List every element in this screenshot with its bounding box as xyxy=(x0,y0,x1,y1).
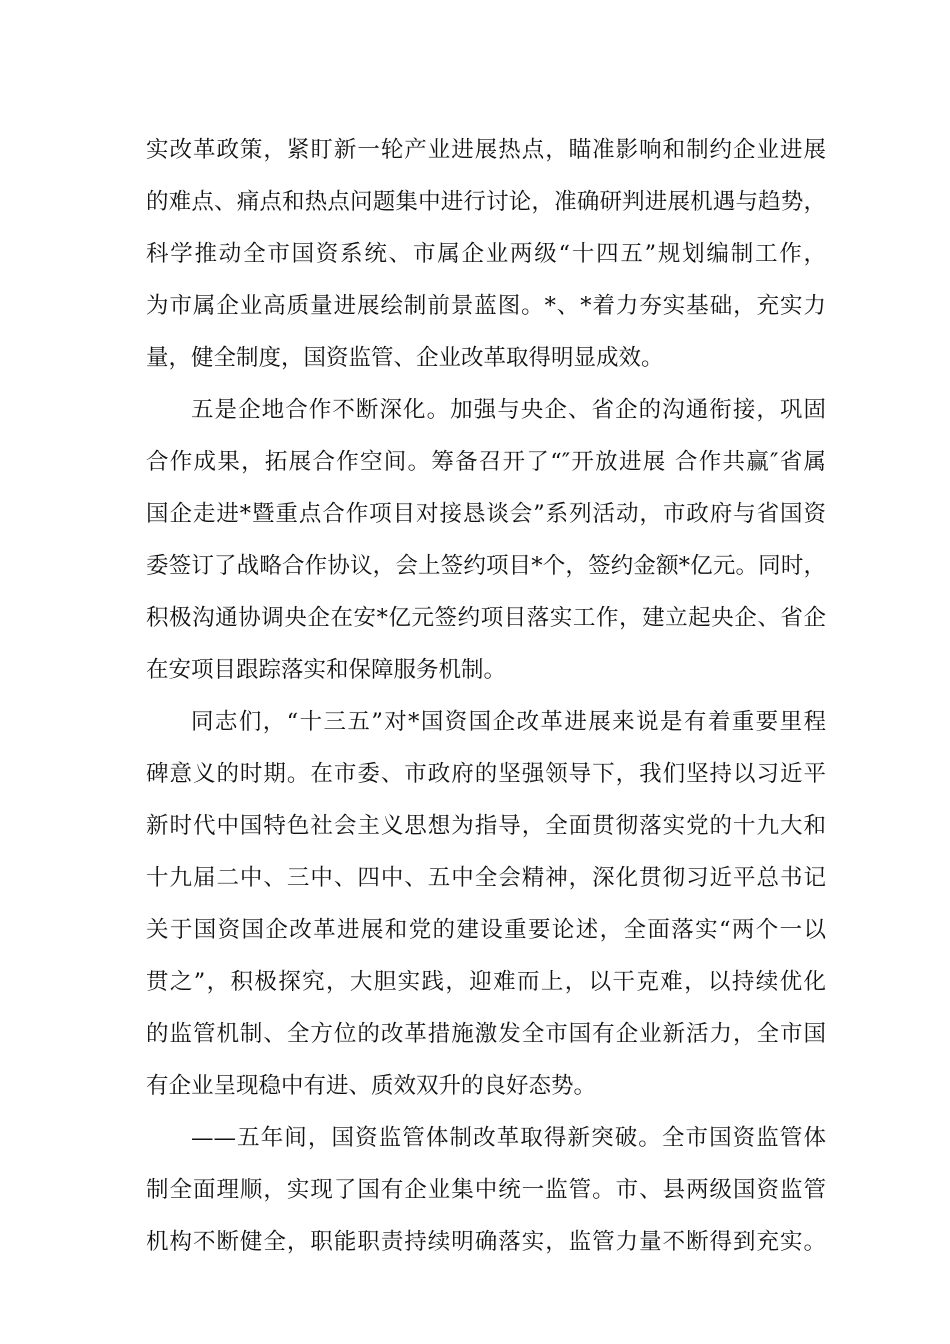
text-line: 合作成果，拓展合作空间。筹备召开了“″开放进展 合作共赢″省属 xyxy=(146,449,826,475)
text-line: 碑意义的时期。在市委、市政府的坚强领导下，我们坚持以习近平 xyxy=(146,761,826,787)
text-line: 的监管机制、全方位的改革措施激发全市国有企业新活力，全市国 xyxy=(146,1021,826,1047)
text-line: 同志们，“十三五”对*国资国企改革进展来说是有着重要里程 xyxy=(191,709,826,735)
text-line: 五是企地合作不断深化。加强与央企、省企的沟通衔接，巩固 xyxy=(191,397,826,423)
text-line: 在安项目跟踪落实和保障服务机制。 xyxy=(146,657,507,683)
text-line: 量，健全制度，国资监管、企业改革取得明显成效。 xyxy=(146,345,664,371)
text-line: 积极沟通协调央企在安*亿元签约项目落实工作，建立起央企、省企 xyxy=(146,605,826,631)
text-line: 为市属企业高质量进展绘制前景蓝图。*、*着力夯实基础，充实力 xyxy=(146,293,826,319)
text-line: 委签订了战略合作协议，会上签约项目*个，签约金额*亿元。同时， xyxy=(146,553,826,579)
text-line: 科学推动全市国资系统、市属企业两级“十四五”规划编制工作， xyxy=(146,241,826,267)
text-line: 有企业呈现稳中有进、质效双升的良好态势。 xyxy=(146,1073,597,1099)
text-line: 新时代中国特色社会主义思想为指导，全面贯彻落实党的十九大和 xyxy=(146,813,826,839)
text-line: 的难点、痛点和热点问题集中进行讨论，准确研判进展机遇与趋势， xyxy=(146,189,826,215)
text-line: 机构不断健全，职能职责持续明确落实，监管力量不断得到充实。 xyxy=(146,1229,826,1255)
text-line: 实改革政策，紧盯新一轮产业进展热点，瞄准影响和制约企业进展 xyxy=(146,137,826,163)
text-line: 国企走进*暨重点合作项目对接恳谈会”系列活动，市政府与省国资 xyxy=(146,501,826,527)
text-line: 关于国资国企改革进展和党的建设重要论述，全面落实“两个一以 xyxy=(146,917,826,943)
text-line: 制全面理顺，实现了国有企业集中统一监管。市、县两级国资监管 xyxy=(146,1177,826,1203)
text-line: 贯之”，积极探究，大胆实践，迎难而上，以干克难，以持续优化 xyxy=(146,969,826,995)
text-line: 十九届二中、三中、四中、五中全会精神，深化贯彻习近平总书记 xyxy=(146,865,826,891)
text-line: ——五年间，国资监管体制改革取得新突破。全市国资监管体 xyxy=(191,1125,826,1151)
